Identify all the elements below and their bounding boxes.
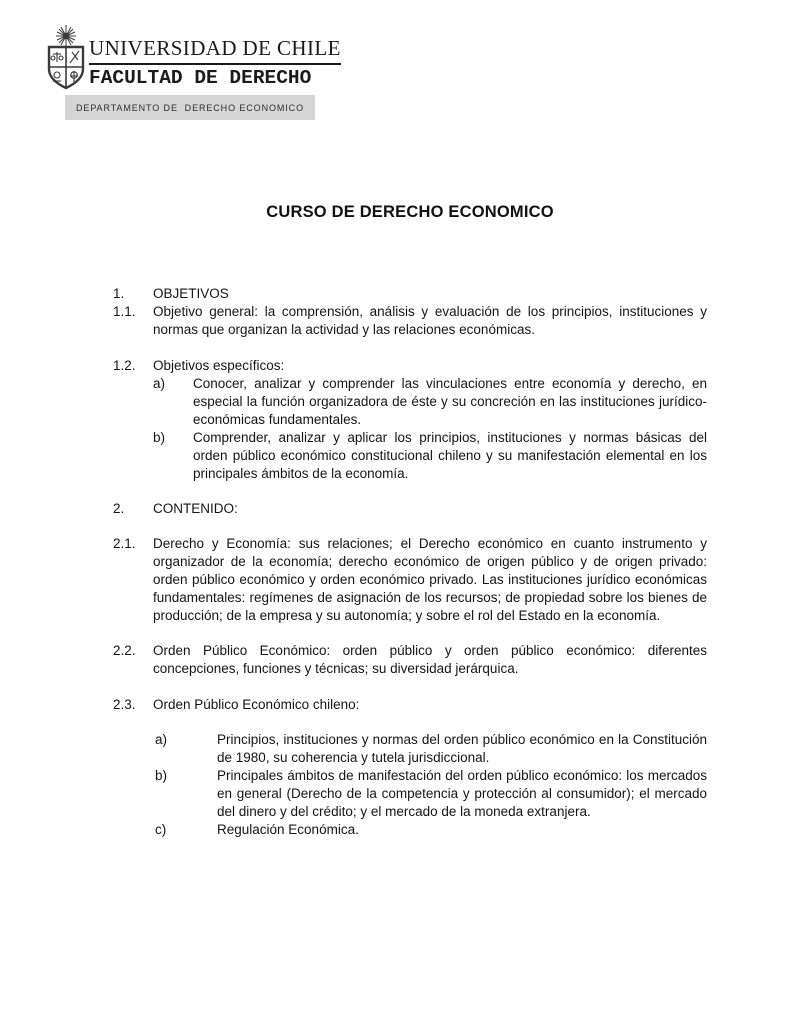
university-crest-icon <box>43 25 89 91</box>
university-name: UNIVERSIDAD DE CHILE <box>89 36 341 65</box>
section-text: Orden Público Económico: orden público y orden público económico: diferentes concepciones, funciones y técnicas; su diversidad jerárquica. <box>153 643 707 676</box>
section-row-1-2 <box>113 357 707 375</box>
list-item-text: Regulación Económica. <box>217 822 359 837</box>
section-row-1 <box>113 285 707 303</box>
section-heading: OBJETIVOS <box>153 286 229 301</box>
list-marker: b) <box>155 768 168 783</box>
list-marker: a) <box>155 732 168 747</box>
department-banner <box>65 95 315 120</box>
section-text: Objetivo general: la comprensión, análisis y evaluación de los principios, instituciones y normas que organizan la actividad y las relaciones económicas. <box>153 304 707 337</box>
list-item-text: Principales ámbitos de manifestación del orden público económico: los mercados en general (Derecho de la competencia y protección al consumidor); el mercado del dinero y del crédito; y el mercado de la moneda extranjera. <box>217 768 707 819</box>
section-heading: Orden Público Económico chileno: <box>153 697 360 712</box>
department-name: DEPARTAMENTO DE DERECHO ECONOMICO <box>76 102 304 113</box>
section-heading: CONTENIDO: <box>153 501 238 516</box>
faculty-name: FACULTAD DE DERECHO <box>89 67 312 89</box>
list-marker: a) <box>153 376 166 391</box>
section-number: 2.3. <box>113 697 136 712</box>
list-item-a <box>155 731 707 767</box>
course-title: CURSO DE DERECHO ECONOMICO <box>266 203 554 221</box>
section-number: 2.1. <box>113 536 136 551</box>
section-number: 1. <box>113 286 125 301</box>
list-item-text: Principios, instituciones y normas del orden público económico en la Constitución de 1980, su coherencia y tutela jurisdiccional. <box>217 732 707 765</box>
list-item-text: Comprender, analizar y aplicar los principios, instituciones y normas básicas del orden público económico constitucional chileno y su manifestación elemental en los principales ámbitos de la economía. <box>193 430 707 481</box>
list-marker: b) <box>153 430 166 445</box>
document-body <box>113 285 707 839</box>
list-item-b <box>155 767 707 821</box>
list-item-c <box>155 821 707 839</box>
list-marker: c) <box>155 822 167 837</box>
section-row-2 <box>113 500 707 518</box>
section-number: 1.1. <box>113 304 136 319</box>
section-heading: Objetivos específicos: <box>153 358 285 373</box>
section-row-2-1 <box>113 535 707 625</box>
section-row-1-1 <box>113 303 707 339</box>
section-number: 2.2. <box>113 643 136 658</box>
list-item-text: Conocer, analizar y comprender las vinculaciones entre economía y derecho, en especial la función organizadora de éste y su concreción en las instituciones jurídico-económicas fundamentales. <box>193 376 707 427</box>
section-text: Derecho y Economía: sus relaciones; el Derecho económico en cuanto instrumento y organizador de la economía; derecho económico de origen público y de origen privado: orden público económico y orden económico privado. Las instituciones jurídico económicas fundamentales: regímenes de asignación de los recursos; de propiedad sobre los bienes de producción; de la empresa y su autonomía; y sobre el rol del Estado en la economía. <box>153 536 707 623</box>
section-row-2-3 <box>113 696 707 714</box>
section-number: 1.2. <box>113 358 136 373</box>
list-item-b <box>153 429 707 483</box>
section-row-2-2 <box>113 642 707 678</box>
section-number: 2. <box>113 501 125 516</box>
list-item-a <box>153 375 707 429</box>
letterhead <box>89 36 341 89</box>
